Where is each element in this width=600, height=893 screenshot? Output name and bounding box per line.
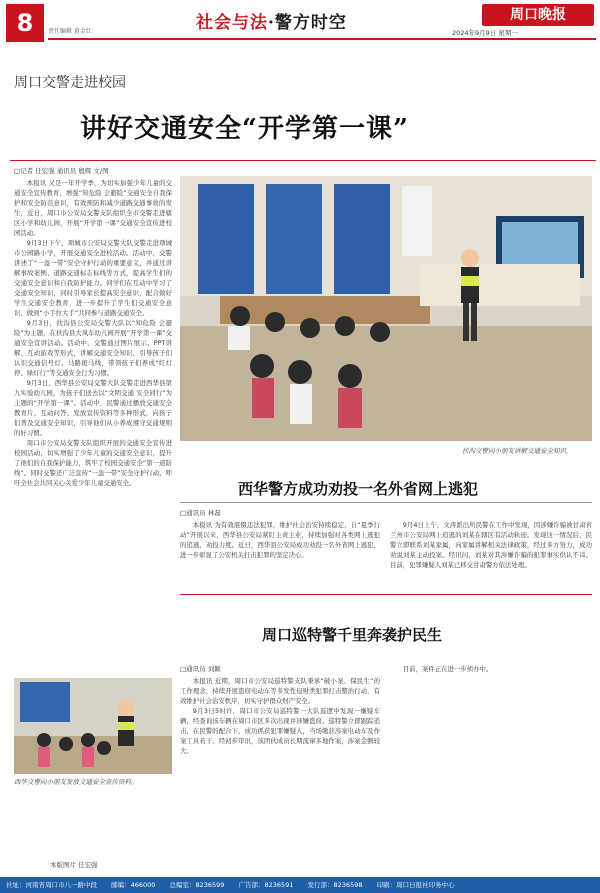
photo-caption-2: 西华交警向小朋友发放交通安全宣传资料。 <box>14 778 138 786</box>
headline-rule <box>10 160 596 161</box>
lead-paragraph: 本报讯 又是一年开学季，为切实加强少年儿童的交通安全宣传教育，增强“知危险 会避险”交通安全自我保护和安全防范意识，有效预防和减少道路交通事故的发生，近日，周口市公安局交警支队组织全市交警走进辖区小学和幼儿园，开展“开学第一课”交通安全宣传进校园活动。 <box>14 179 172 237</box>
kindergarten-illustration <box>14 678 172 774</box>
footer-item: 广告部：8236591 <box>238 881 294 889</box>
story-two-headline: 西华警方成功劝投一名外省网上逃犯 <box>238 480 479 498</box>
section-prefix: 社会与法 <box>196 13 268 33</box>
lead-kicker: 周口交警走进校园 <box>14 75 126 91</box>
header-rule <box>48 38 596 40</box>
story-two-paragraph: 9月4日上午，文涛派出所民警在工作中发现，因涉嫌诈骗被甘肃省兰州市公安局网上追逃的刘某在辖区有活动轨迹。发现这一情况后，民警立即联系刘某家属，向家属讲解相关法律政策，经过多方努力，成功劝说刘某主动投案。经讯问，刘某对其涉嫌诈骗的犯罪事实供认不讳。目前，犯罪嫌疑人刘某已移交甘肃警方依法处理。 <box>390 521 592 569</box>
issue-date: 2024年9月9日 星期一 <box>452 29 518 37</box>
photo-caption-1: 扶沟交警向小朋友讲解交通安全知识。 <box>462 447 573 455</box>
footer-item: 社址：河南省周口市八一路中段 <box>6 881 97 889</box>
classroom-illustration <box>180 176 592 441</box>
kindergarten-photo <box>14 678 172 774</box>
story-two-paragraph: 本报讯 为有效震慑违法犯罪，维护社会治安持续稳定，自“夏季行动”开展以来，西华县公安局紧盯主责主业，持续加强对各类网上逃犯的追逃、劝投力度。近日，西华县公安局成功劝投一名外省网上逃犯，进一步彰显了公安机关打击犯罪的坚定决心。 <box>180 521 380 559</box>
story-two-body-right <box>390 520 592 588</box>
lead-paragraph: 9月3日，扶沟县公安局交警大队以“知危险 会避险”为主题，在扶沟县大风车幼儿园开展“开学第一课”交通安全宣讲活动。活动中，交警通过图片展示、PPT讲解、互动游戏等形式，讲解交通安全知识，引导孩子们认识交通信号灯、马路斑马线，带领孩子们养成“红灯停、绿灯行”等交通安全行为习惯。 <box>14 319 172 377</box>
lead-byline: □记者 任宏强 通讯员 殷辉 文/图 <box>14 167 109 175</box>
classroom-photo <box>180 176 592 441</box>
story-three-byline: □通讯员 刘颖 <box>180 665 221 673</box>
lead-paragraph: 9月3日下午，项城市公安局交警大队交警走进项城市公园路小学，开展交通安全进校活动。活动中，交警讲述了“一盔一带”安全守护行动的重要意义，并通过讲解事故案例、道路交通标志标线等方式，提高学生们的交通安全意识和自我防护能力。同学们在互动中学习了交通安全知识，同时引导家长提高安全意识，配合做好学生交通安全教育，进一步提升了学生们交通安全意识，做到“小手拉大手”共同参与道路交通安全。 <box>14 239 172 317</box>
story-three-paragraph: 目前，案件正在进一步侦办中。 <box>402 665 493 673</box>
page-number: 8 <box>6 4 44 42</box>
story-two-rule <box>180 502 592 503</box>
story-two-body-left <box>180 520 380 588</box>
story-two-byline: □通讯员 林磊 <box>180 509 221 517</box>
newspaper-logo: 周口晚报 <box>482 4 594 26</box>
story-three-body-right <box>390 664 592 872</box>
photo-credit: 本版图片 任宏强 <box>50 861 98 869</box>
lead-paragraph: 周口市公安局交警支队组织开展的交通安全宣传进校园活动，切实增强了少年儿童的交通安全意识，提升了他们的自我保护能力，筑牢了校园交通安全“第一道防线”。同时交警还广泛宣传“一盔一带”安全守护行动，呼吁全社会共同关心关爱少年儿童交通安全。 <box>14 439 172 487</box>
lead-headline: 讲好交通安全“开学第一课” <box>80 114 409 144</box>
footer-item: 印刷：周口日报社印务中心 <box>376 881 455 889</box>
editor-credit: 责任编辑 黄金红 <box>48 28 92 35</box>
story-three-top-rule <box>180 594 592 595</box>
section-dot: · <box>268 13 275 33</box>
footer-item: 邮编：466000 <box>111 881 156 889</box>
section-title <box>196 8 347 33</box>
footer-item: 发行部：8236598 <box>307 881 363 889</box>
story-three-paragraph: 本报讯 近期，周口市公安局巡特警支队秉承“破小案、保民生”的工作理念，持续开展盗窃电动车等多发性侵财类犯罪打击整治行动，有效维护社会治安秩序，切实守护群众财产安全。 <box>180 677 380 705</box>
footer-bar <box>0 877 600 893</box>
lead-paragraph: 9月3日，西华县公安局交警大队交警走进西华县第九实验幼儿园，为孩子们送去以“文明交通 安全同行”为主题的“开学第一课”。活动中，民警通过播放交通安全教育片、互动问答、发放宣传资料等多种形式，向孩子们普及交通安全知识，引导他们从小养成遵守交通规则的好习惯。 <box>14 379 172 437</box>
story-three-paragraph: 9月3日5时许，周口市公安局巡特警一大队巡逻中发现一嫌疑车辆，经查询该车辆在周口市区多次出现并涉嫌盗窃。巡特警立即跟踪追击，在民警的配合下，成功抓获犯罪嫌疑人，当场缴获涉案电动车及作案工具若干。经初步审讯，该团伙成员长期流窜多地作案，涉案金额较大。 <box>180 707 380 755</box>
story-three-body-left <box>180 676 380 872</box>
footer-item: 总编室：8236599 <box>169 881 225 889</box>
story-three-headline: 周口巡特警千里奔袭护民生 <box>262 626 443 644</box>
lead-body <box>14 178 172 678</box>
section-suffix: 警方时空 <box>274 13 347 33</box>
